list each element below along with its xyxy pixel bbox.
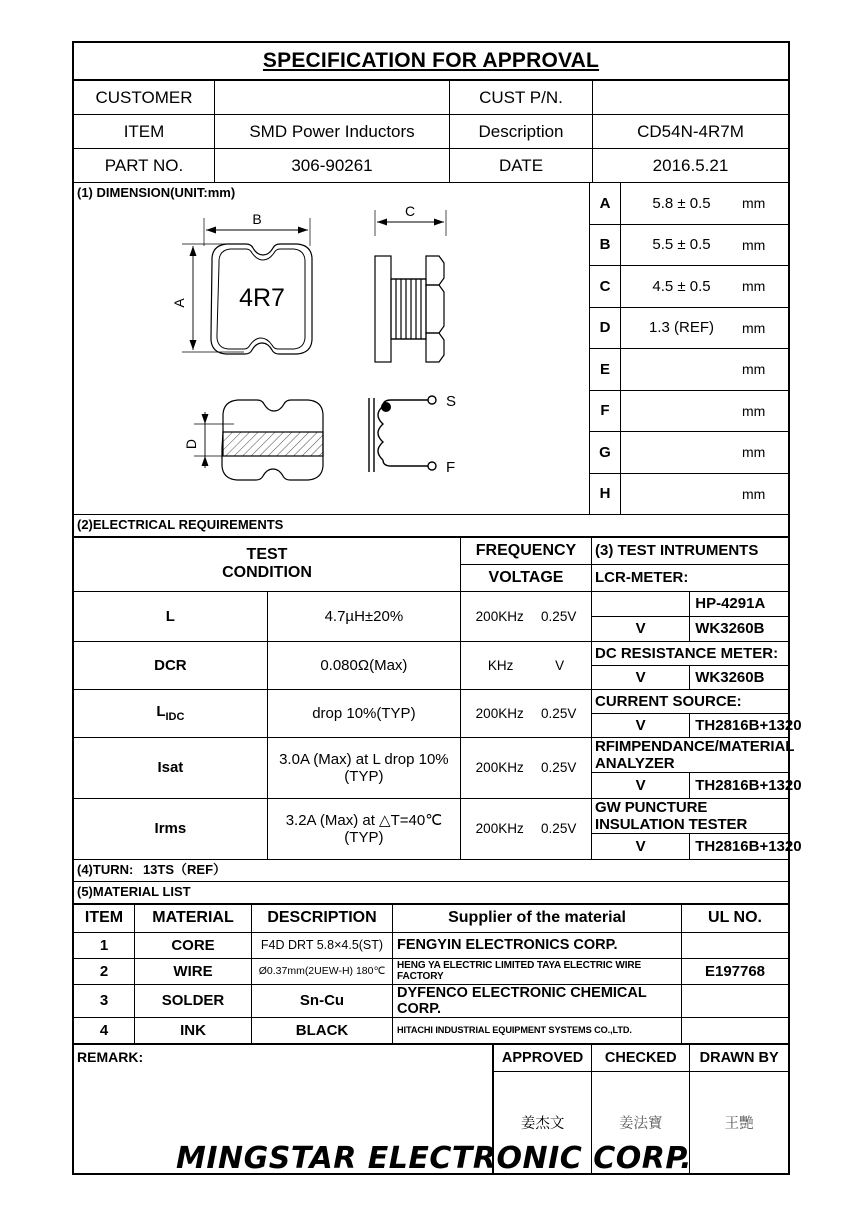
- instrument-group-rf-impedance: RFIMPENDANCE/MATERIAL ANALYZER: [592, 737, 789, 772]
- instrument-group-dc-resistance: DC RESISTANCE METER:: [592, 641, 789, 665]
- turn-value: 13TS（REF）: [142, 861, 227, 877]
- instruments-section-label: (3) TEST INTRUMENTS: [592, 537, 789, 564]
- elec-row-label-isat: Isat: [74, 737, 267, 798]
- dim-unit-g: mm: [742, 444, 766, 461]
- drawing-area: [74, 200, 589, 491]
- dim-key-g: G: [590, 432, 621, 474]
- elec-row-label-dcr: DCR: [74, 641, 267, 689]
- material-desc-1: F4D DRT 5.8×4.5(ST): [252, 932, 393, 958]
- customer-label: CUSTOMER: [74, 81, 215, 115]
- dim-value-d: 1.3 (REF): [648, 319, 714, 337]
- electrical-section-label: (2)ELECTRICAL REQUIREMENTS: [74, 515, 788, 537]
- material-supplier-2: HENG YA ELECTRIC LIMITED TAYA ELECTRIC WIRE FACTORY: [393, 958, 682, 984]
- dim-unit-e: mm: [742, 361, 766, 378]
- test-condition-header: [74, 537, 461, 591]
- table-row: [74, 591, 788, 616]
- elec-row-freqvolt-l: [461, 591, 592, 641]
- instrument-model-current-source: TH2816B+1320: [690, 713, 788, 737]
- instrument-check-rf-impedance[interactable]: V: [592, 772, 690, 798]
- dimension-section-label: (1) DIMENSION(UNIT:mm): [77, 185, 236, 200]
- dim-unit-f: mm: [742, 402, 766, 419]
- turn-label: (4)TURN:: [77, 861, 134, 877]
- dim-cell-g: [621, 432, 789, 474]
- instrument-group-gw-puncture: GW PUNCTURE INSULATION TESTER: [592, 798, 789, 833]
- drawn-by-signature: 王艷: [690, 1071, 788, 1173]
- remark-label: REMARK:: [77, 1048, 144, 1065]
- dim-key-b: B: [590, 224, 621, 266]
- material-ul-3: [682, 984, 789, 1017]
- drawn-by-label: DRAWN BY: [690, 1045, 788, 1072]
- instrument-model-wk3260b-dcr: WK3260B: [690, 665, 788, 689]
- elec-volt-irms: 0.25V: [541, 821, 577, 837]
- material-item-3: 3: [74, 984, 135, 1017]
- callout-c: C: [404, 203, 416, 220]
- table-row: [74, 81, 788, 115]
- table-row: [74, 115, 788, 149]
- material-desc-3: Sn-Cu: [252, 984, 393, 1017]
- table-row: [74, 689, 788, 713]
- instrument-check-wk3260b-lcr[interactable]: V: [592, 616, 690, 641]
- instrument-model-rf-impedance: TH2816B+1320: [690, 772, 788, 798]
- description-value: CD54N-4R7M: [593, 115, 789, 149]
- checked-signature: 姜法寶: [592, 1071, 690, 1173]
- table-row: [590, 266, 788, 308]
- date-value: 2016.5.21: [593, 149, 789, 183]
- instrument-check-hp4291a[interactable]: [592, 591, 690, 616]
- material-col-supplier: Supplier of the material: [393, 904, 682, 932]
- inductor-drawings-svg: [74, 200, 590, 491]
- elec-freq-irms: 200KHz: [475, 821, 524, 837]
- approved-label: APPROVED: [494, 1045, 592, 1072]
- specification-sheet: [72, 41, 802, 1175]
- elec-row-condition-l: 4.7µH±20%: [267, 591, 460, 641]
- table-row: [74, 984, 788, 1017]
- material-item-4: 4: [74, 1017, 135, 1043]
- dim-key-e: E: [590, 349, 621, 391]
- header-info-table: [74, 80, 788, 183]
- company-footer: MINGSTAR ELECTRONIC CORP.: [176, 1141, 692, 1176]
- table-row: [590, 307, 788, 349]
- instrument-check-gw-puncture[interactable]: V: [592, 833, 690, 859]
- instrument-group-current-source: CURRENT SOURCE:: [592, 689, 789, 713]
- electrical-requirements-table: [74, 537, 802, 860]
- dim-key-d: D: [590, 307, 621, 349]
- material-col-description: DESCRIPTION: [252, 904, 393, 932]
- test-header-line1: TEST: [246, 546, 288, 564]
- elec-freq-lidc: 200KHz: [475, 705, 524, 721]
- dim-unit-b: mm: [742, 236, 766, 253]
- elec-row-label-l: L: [74, 591, 267, 641]
- elec-label-lidc-sub: IDC: [165, 711, 185, 724]
- table-row: [590, 349, 788, 391]
- instrument-model-wk3260b-lcr: WK3260B: [690, 616, 788, 641]
- dim-value-a: 5.8 ± 0.5: [652, 194, 711, 212]
- elec-row-condition-lidc: drop 10%(TYP): [267, 689, 460, 737]
- turn-section: [74, 860, 788, 882]
- material-desc-2: Ø0.37mm(2UEW-H) 180℃: [252, 958, 393, 984]
- material-col-ul: UL NO.: [682, 904, 789, 932]
- table-row: [590, 224, 788, 266]
- dim-unit-h: mm: [742, 485, 766, 502]
- part-no-label: PART NO.: [74, 149, 215, 183]
- instrument-model-gw-puncture: TH2816B+1320: [690, 833, 788, 859]
- table-row: [74, 798, 788, 833]
- cust-pn-label: CUST P/N.: [450, 81, 593, 115]
- elec-volt-isat: 0.25V: [541, 760, 577, 776]
- table-row: [590, 432, 788, 474]
- instrument-model-hp4291a: HP-4291A: [690, 591, 788, 616]
- frequency-header: FREQUENCY: [461, 537, 592, 564]
- callout-d: D: [183, 439, 199, 450]
- table-row: [74, 904, 788, 932]
- approved-signature: 姜杰文: [494, 1071, 592, 1173]
- terminal-s-label: S: [446, 393, 457, 411]
- table-row: [590, 183, 788, 224]
- dim-key-c: C: [590, 266, 621, 308]
- dim-unit-d: mm: [742, 319, 766, 336]
- elec-row-freqvolt-lidc: [461, 689, 592, 737]
- customer-value[interactable]: [215, 81, 450, 115]
- dimension-drawings-panel: [74, 183, 590, 515]
- elec-row-condition-isat: 3.0A (Max) at L drop 10%(TYP): [267, 737, 460, 798]
- instrument-group-lcr: LCR-METER:: [592, 564, 789, 591]
- material-item-1: 1: [74, 932, 135, 958]
- material-name-1: CORE: [135, 932, 252, 958]
- elec-row-freqvolt-isat: [461, 737, 592, 798]
- table-row: [74, 932, 788, 958]
- dim-key-a: A: [590, 183, 621, 224]
- item-label: ITEM: [74, 115, 215, 149]
- table-row: [590, 390, 788, 432]
- material-desc-4: BLACK: [252, 1017, 393, 1043]
- material-ul-2: E197768: [682, 958, 789, 984]
- table-row: [74, 149, 788, 183]
- elec-freq-l: 200KHz: [475, 608, 524, 624]
- dim-cell-b: [621, 224, 789, 266]
- date-label: DATE: [450, 149, 593, 183]
- dim-value-b: 5.5 ± 0.5: [652, 236, 711, 254]
- instrument-check-current-source[interactable]: V: [592, 713, 690, 737]
- dim-cell-f: [621, 390, 789, 432]
- instrument-check-wk3260b-dcr[interactable]: V: [592, 665, 690, 689]
- callout-b: B: [252, 211, 262, 228]
- test-header-line2: CONDITION: [222, 564, 312, 582]
- page-title: SPECIFICATION FOR APPROVAL: [74, 43, 788, 80]
- table-row: [590, 473, 788, 514]
- material-name-2: WIRE: [135, 958, 252, 984]
- elec-row-condition-irms: 3.2A (Max) at △T=40℃(TYP): [267, 798, 460, 859]
- dim-key-f: F: [590, 390, 621, 432]
- material-supplier-4: HITACHI INDUSTRIAL EQUIPMENT SYSTEMS CO.,LTD.: [393, 1017, 682, 1043]
- elec-volt-lidc: 0.25V: [541, 705, 577, 721]
- voltage-header: VOLTAGE: [461, 564, 592, 591]
- title-table: [74, 43, 788, 80]
- table-row: [74, 641, 788, 665]
- elec-row-label-irms: Irms: [74, 798, 267, 859]
- dim-value-c: 4.5 ± 0.5: [652, 277, 711, 295]
- item-value: SMD Power Inductors: [215, 115, 450, 149]
- marking-text: 4R7: [239, 284, 285, 313]
- material-item-2: 2: [74, 958, 135, 984]
- material-ul-1: [682, 932, 789, 958]
- part-no-value: 306-90261: [215, 149, 450, 183]
- table-row: [494, 1045, 789, 1072]
- elec-row-freqvolt-dcr: [461, 641, 592, 689]
- material-supplier-1: FENGYIN ELECTRONICS CORP.: [393, 932, 682, 958]
- terminal-f-label: F: [446, 459, 456, 477]
- dim-cell-a: [621, 183, 789, 224]
- dim-key-h: H: [590, 473, 621, 514]
- dim-unit-a: mm: [742, 195, 766, 212]
- dim-cell-e: [621, 349, 789, 391]
- material-ul-4: [682, 1017, 789, 1043]
- elec-label-lidc-main: L: [156, 703, 166, 721]
- callout-a: A: [171, 298, 187, 308]
- elec-row-condition-dcr: 0.080Ω(Max): [267, 641, 460, 689]
- dim-cell-h: [621, 473, 789, 514]
- elec-volt-dcr: V: [555, 657, 565, 673]
- elec-freq-isat: 200KHz: [475, 760, 524, 776]
- dimension-section: [74, 183, 788, 515]
- material-list-table: [74, 904, 788, 1044]
- cust-pn-value[interactable]: [593, 81, 789, 115]
- table-row: [74, 737, 788, 772]
- table-row: [74, 1017, 788, 1043]
- dim-cell-d: [621, 307, 789, 349]
- checked-label: CHECKED: [592, 1045, 690, 1072]
- material-name-4: INK: [135, 1017, 252, 1043]
- dimension-values-table: [590, 183, 788, 515]
- elec-freq-dcr: KHz: [487, 657, 514, 673]
- material-name-3: SOLDER: [135, 984, 252, 1017]
- elec-row-label-lidc: [74, 689, 267, 737]
- table-row: [74, 537, 788, 564]
- material-section-label: (5)MATERIAL LIST: [74, 882, 788, 904]
- material-col-material: MATERIAL: [135, 904, 252, 932]
- dim-unit-c: mm: [742, 278, 766, 295]
- material-supplier-3: DYFENCO ELECTRONIC CHEMICAL CORP.: [393, 984, 682, 1017]
- elec-volt-l: 0.25V: [541, 608, 577, 624]
- material-col-item: ITEM: [74, 904, 135, 932]
- dim-cell-c: [621, 266, 789, 308]
- elec-row-freqvolt-irms: [461, 798, 592, 859]
- description-label: Description: [450, 115, 593, 149]
- table-row: [74, 958, 788, 984]
